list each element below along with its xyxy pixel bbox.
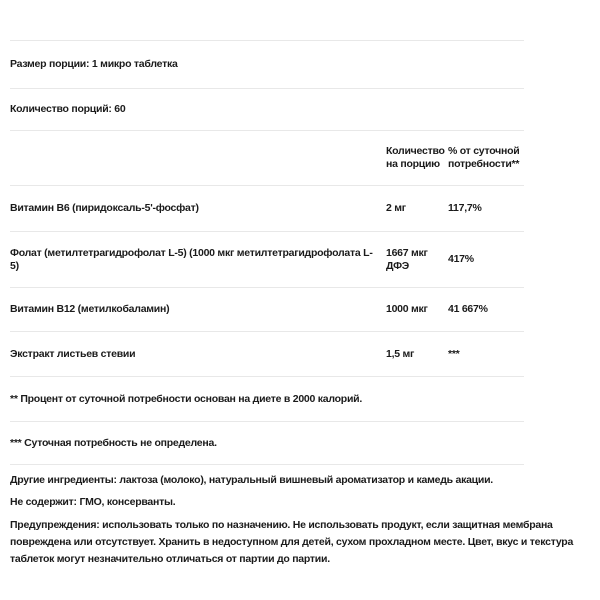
ingredient-amount: 2 мг <box>386 202 406 214</box>
ingredient-amount: 1667 мкг ДФЭ <box>386 246 428 272</box>
footnote-row <box>10 377 524 421</box>
footnote-text: ** Процент от суточной потребности основан на диете в 2000 калорий. <box>10 392 363 405</box>
ingredient-name: Витамин B6 (пиридоксаль-5'-фосфат) <box>10 202 199 214</box>
footnote-row <box>10 422 524 464</box>
ingredient-name: Витамин B12 (метилкобаламин) <box>10 303 170 315</box>
serving-size-text: Размер порции: 1 микро таблетка <box>10 58 178 70</box>
serving-size-row <box>10 41 524 88</box>
ingredient-row <box>10 332 524 376</box>
ingredient-amount: 1000 мкг <box>386 303 428 315</box>
ingredient-name: Фолат (метилтетрагидрофолат L-5) (1000 мкг метилтетрагидрофолата L-5) <box>10 246 373 272</box>
ingredient-daily-value: *** <box>448 347 460 360</box>
header-amount-label: Количество на порцию <box>386 145 445 170</box>
divider <box>10 464 524 465</box>
header-daily-value-label: % от суточной потребности** <box>448 145 520 170</box>
ingredient-row <box>10 288 524 331</box>
ingredient-daily-value: 41 667% <box>448 303 488 315</box>
ingredient-amount: 1,5 мг <box>386 347 415 360</box>
ingredient-row <box>10 232 524 287</box>
ingredient-row <box>10 186 524 231</box>
other-ingredients-text: Другие ингредиенты: лактоза (молоко), натуральный вишневый ароматизатор и камедь акации. <box>10 474 493 486</box>
table-header-row <box>10 131 524 185</box>
warnings-text: Предупреждения: использовать только по назначению. Не использовать продукт, если защитная мембрана повреждена или отсутствует. Хранить в недоступном для детей, сухом прохладном месте. Цвет, вкус и текстура таблеток могут незначительно отличаться от партии до партии. <box>10 519 574 565</box>
details-section <box>10 472 588 568</box>
ingredient-name: Экстракт листьев стевии <box>10 347 136 360</box>
ingredient-daily-value: 117,7% <box>448 202 482 214</box>
supplement-facts-table <box>10 40 524 465</box>
does-not-contain-text: Не содержит: ГМО, консерванты. <box>10 496 176 508</box>
footnote-text: *** Суточная потребность не определена. <box>10 436 217 449</box>
servings-row <box>10 89 524 130</box>
ingredient-daily-value: 417% <box>448 253 474 265</box>
servings-text: Количество порций: 60 <box>10 103 126 115</box>
